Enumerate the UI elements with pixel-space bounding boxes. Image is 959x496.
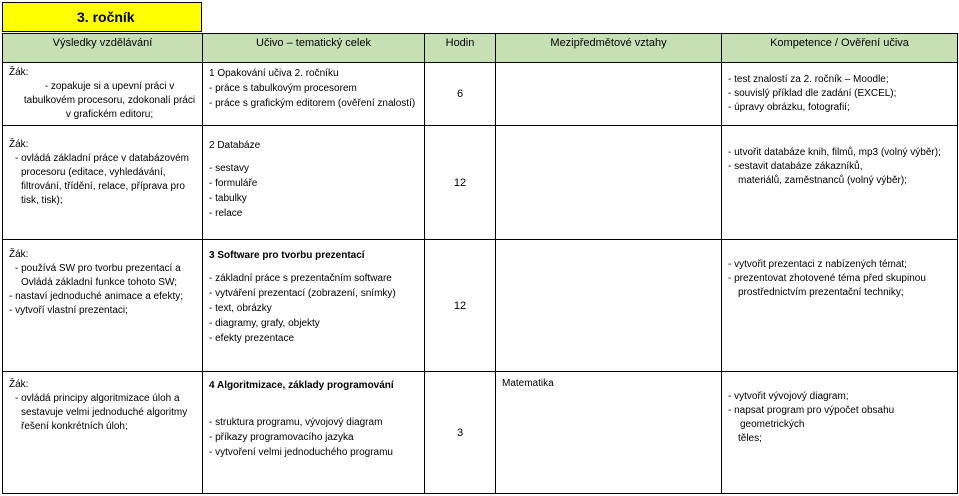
cross-subject-cell bbox=[496, 63, 722, 126]
cross-subject-cell: Matematika bbox=[496, 372, 722, 494]
topic-item: - relace bbox=[209, 208, 243, 219]
outcome-item: - používá SW pro tvorbu prezentací a Ovládá základní funkce tohoto SW; bbox=[15, 263, 181, 288]
competence-item: - sestavit databáze zákazníků, bbox=[728, 161, 863, 172]
topic-heading: 1 Opakování učiva 2. ročníku bbox=[209, 68, 339, 79]
outcomes-cell bbox=[3, 372, 203, 494]
header-vystupy: Výsledky vzdělávání bbox=[3, 34, 203, 63]
header-ucivo: Učivo – tematický celek bbox=[203, 34, 425, 63]
outcomes-cell bbox=[3, 240, 203, 372]
student-label: Žák: bbox=[9, 379, 29, 390]
competence-cell bbox=[722, 240, 958, 372]
competence-item: - souvislý příklad dle zadání (EXCEL); bbox=[728, 88, 897, 99]
competence-item: - vytvořit prezentaci z nabízených témat; bbox=[728, 259, 907, 270]
hours-cell: 12 bbox=[425, 240, 496, 372]
outcomes-cell bbox=[3, 126, 203, 240]
competence-item: - test znalostí za 2. ročník – Moodle; bbox=[728, 74, 889, 85]
topic-item: - formuláře bbox=[209, 178, 258, 189]
student-label: Žák: bbox=[9, 139, 29, 150]
outcome-item: - zopakuje si a upevní práci v tabulkovém procesoru, zdokonalí práci v grafickém editoru; bbox=[23, 81, 196, 120]
topic-cell bbox=[203, 240, 425, 372]
outcomes-cell bbox=[3, 63, 203, 126]
topic-item: - tabulky bbox=[209, 193, 247, 204]
topic-heading: 3 Software pro tvorbu prezentací bbox=[209, 250, 365, 261]
spacer bbox=[209, 153, 418, 161]
cross-subject-cell bbox=[496, 240, 722, 372]
spacer bbox=[209, 263, 418, 271]
hours-cell: 3 bbox=[425, 372, 496, 494]
topic-item: - diagramy, grafy, objekty bbox=[209, 318, 320, 329]
hours-cell: 6 bbox=[425, 63, 496, 126]
topic-item: - vytvoření velmi jednoduchého programu bbox=[209, 447, 393, 458]
topic-cell bbox=[203, 63, 425, 126]
header-row bbox=[3, 34, 958, 63]
student-label: Žák: bbox=[9, 249, 29, 260]
outcome-item: - vytvoří vlastní prezentaci; bbox=[9, 305, 128, 316]
topic-heading: 4 Algoritmizace, základy programování bbox=[209, 380, 394, 391]
header-kompetence: Kompetence / Ověření učiva bbox=[722, 34, 958, 63]
topic-item: - text, obrázky bbox=[209, 303, 272, 314]
topic-item: - struktura programu, vývojový diagram bbox=[209, 417, 383, 428]
outcome-item: - ovládá základní práce v databázovém procesoru (editace, vyhledávání, filtrování, třídění, relace, příprava pro tisk, tisk); bbox=[15, 153, 189, 206]
cross-subject-cell bbox=[496, 126, 722, 240]
student-label: Žák: bbox=[9, 67, 29, 78]
competence-item: - vytvořit vývojový diagram; bbox=[728, 391, 849, 402]
outcome-item: - nastaví jednoduché animace a efekty; bbox=[9, 291, 183, 302]
topic-item: - příkazy programovacího jazyka bbox=[209, 432, 354, 443]
topic-item: - práce s grafickým editorem (ověření znalostí) bbox=[209, 98, 416, 109]
header-hodin: Hodin bbox=[425, 34, 496, 63]
topic-cell bbox=[203, 372, 425, 494]
competence-item: - úpravy obrázku, fotografií; bbox=[728, 102, 850, 113]
competence-item: - napsat program pro výpočet obsahu geometrických bbox=[728, 405, 895, 430]
topic-item: - práce s tabulkovým procesorem bbox=[209, 83, 357, 94]
competence-item: materiálů, zaměstnanců (volný výběr); bbox=[738, 175, 907, 186]
topic-item: - sestavy bbox=[209, 163, 250, 174]
topic-item: - vytváření prezentací (zobrazení, snímky) bbox=[209, 288, 396, 299]
competence-cell bbox=[722, 63, 958, 126]
outcome-item: - ovládá principy algoritmizace úloh a sestavuje velmi jednoduché algoritmy řešení konkrétních úloh; bbox=[15, 393, 188, 432]
table-row bbox=[3, 63, 958, 126]
competence-cell bbox=[722, 126, 958, 240]
curriculum-table bbox=[2, 33, 958, 494]
topic-cell bbox=[203, 126, 425, 240]
topic-item: - základní práce s prezentačním software bbox=[209, 273, 392, 284]
grade-title: 3. ročník bbox=[2, 2, 202, 32]
competence-cell bbox=[722, 372, 958, 494]
hours-cell: 12 bbox=[425, 126, 496, 240]
competence-item: prostřednictvím prezentační techniky; bbox=[738, 287, 904, 298]
topic-item: - efekty prezentace bbox=[209, 333, 295, 344]
table-row bbox=[3, 372, 958, 494]
table-row bbox=[3, 126, 958, 240]
competence-item: těles; bbox=[738, 433, 762, 444]
spacer bbox=[209, 393, 418, 415]
competence-item: - utvořit databáze knih, filmů, mp3 (volný výběr); bbox=[728, 147, 941, 158]
header-mezi: Mezipředmětové vztahy bbox=[496, 34, 722, 63]
competence-item: - prezentovat zhotovené téma před skupinou bbox=[728, 273, 926, 284]
topic-heading: 2 Databáze bbox=[209, 140, 261, 151]
table-row bbox=[3, 240, 958, 372]
